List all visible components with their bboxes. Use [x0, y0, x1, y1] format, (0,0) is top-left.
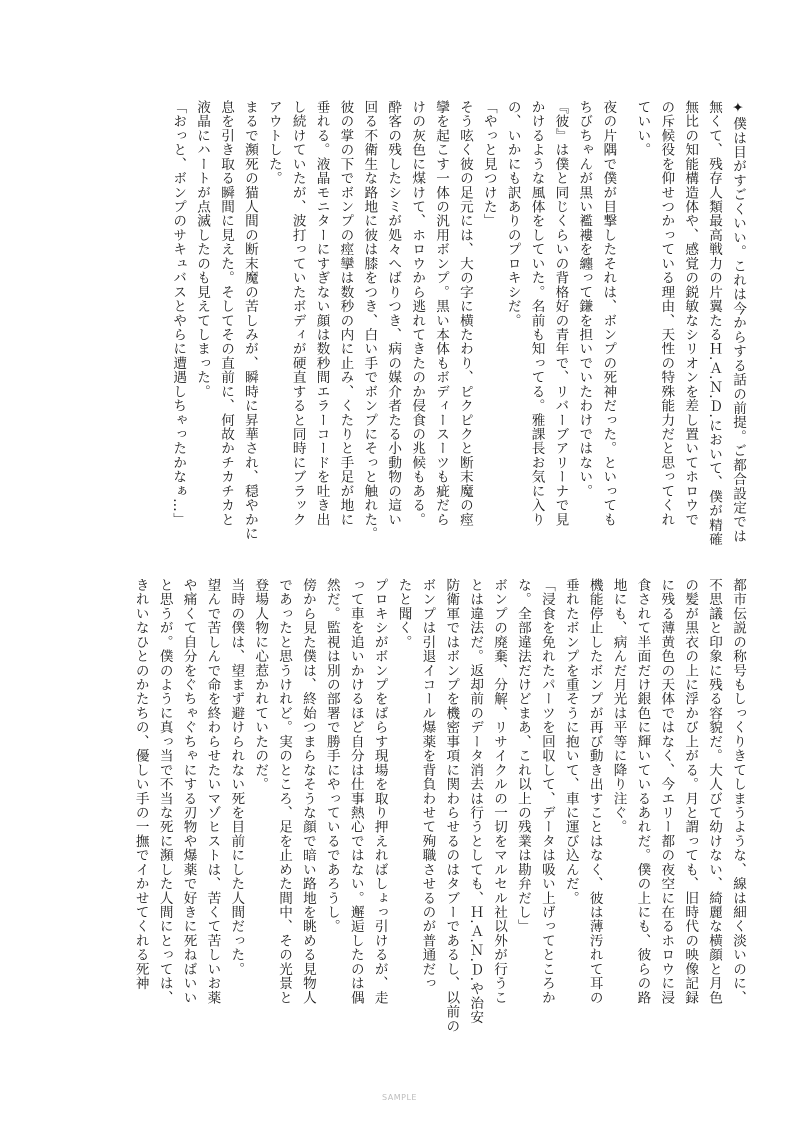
lower-text-column: 当時の僕は、望まず避けられない死を目前にした人間だった。	[228, 578, 245, 977]
lower-text-column: 望んで苦しんで命を終わらせたいマゾヒストは、苦くて苦しいお薬	[204, 578, 221, 1005]
upper-text-column: 『彼』は僕と同じくらいの背格好の青年で、リバーブアリーナで見	[552, 100, 569, 527]
upper-text-column: けの灰色に煤けて、ホロウから逃れてきたのか侵食の兆候もある。	[409, 100, 426, 527]
upper-text-column: の斥候役を仰せつかっている理由、天性の特殊能力だと思ってくれ	[658, 100, 675, 527]
lower-text-column: や痛くて自分をぐちゃぐちゃにする刃物や爆薬で好きに死ねばいい	[180, 578, 197, 1005]
lower-text-column: 食されて半面だけ銀色に輝いているあれだ。僕の上にも、彼らの路	[634, 578, 651, 1005]
lower-text-column: たと聞く。	[395, 578, 412, 650]
lower-text-column: 機能停止したボンプが再び動き出すことはなく、彼は薄汚れて耳の	[586, 578, 603, 1005]
upper-text-column: 彼の掌の下でボンプの痙攣は数秒の内に止み、くたりと手足が地に	[337, 100, 354, 527]
upper-text-column: ✦僕は目がすごくいい。これは今からする話の前提。ご都合設定では	[730, 100, 746, 544]
sample-watermark: SAMPLE	[382, 1093, 417, 1102]
lower-text-column: 地にも、病んだ月光は平等に降り注ぐ。	[610, 578, 627, 834]
lower-text-column: 都市伝説の称号もしっくりきてしまうような、線は細く淡いのに、	[730, 578, 746, 1005]
upper-text-column: 回る不衛生な路地に彼は膝をつき、白い手でボンプにそっと触れた。	[361, 100, 378, 541]
upper-text-column: 無比の知能構造体や、感覚の鋭敏なシリオンを差し置いてホロウで	[682, 100, 699, 527]
lower-text-column: な。全部違法だけどまあ、これ以上の残業は勘弁だし」	[514, 578, 531, 934]
lower-text-column: きれいなひとのかたちの、優しい手の一撫でイかせてくれる死神	[132, 578, 149, 991]
upper-text-column: まるで瀕死の猫人間の断末魔の苦しみが、瞬時に昇華され、穏やかに	[241, 100, 258, 541]
upper-text-column: し続けていたが、波打っていたボディが硬直すると同時にブラック	[289, 100, 306, 527]
upper-text-column: 息を引き取る瞬間に見えた。そしてその直前に、何故かチカチカと	[218, 100, 234, 527]
lower-text-column: 「浸食を免れたパーツを回収して、データは吸い上げってところか	[538, 578, 555, 1005]
upper-text-column: 無くて、残存人類最高戦力の片翼たるＨ.Ａ.Ｎ.Ｄ.において、僕が精確	[706, 100, 723, 547]
lower-text-column: と思うが。僕のように真っ当で不当な死に瀕した人間にとっては、	[156, 578, 173, 1005]
lower-text-column: 垂れたボンプを重そうに抱いて、車に運び込んだ。	[562, 578, 579, 906]
lower-text-column: の髪が黒衣の上に浮かび上がる。月と謂っても、旧時代の映像記録	[682, 578, 699, 1005]
upper-text-column: 垂れる。液晶モニターにすぎない顔は数秒間エラーコードを吐き出	[313, 100, 330, 527]
lower-text-column: とは違法だ。返却前のデータ消去は行うとしても、Ｈ.Ａ.Ｎ.Ｄ.や治安	[467, 578, 484, 1025]
lower-text-column: 然だ。監視は別の部署で勝手にやっているであろうし。	[323, 578, 340, 934]
lower-text-column: ボンプの廃棄、分解、リサイクルの一切をマルセル社以外が行うこ	[491, 578, 508, 1005]
lower-text-column: 防衛軍ではボンプを機密事項に関わらせるのはタブーであるし、以前の	[443, 578, 460, 1034]
lower-text-column: 登場人物に心惹かれていたのだ。	[252, 578, 269, 792]
upper-text-column: 液晶にハートが点滅したのも見えてしまった。	[194, 100, 211, 399]
lower-text-column: 不思議と印象に残る容貌だ。大人びて幼けない、綺麗な横顔と月色	[706, 578, 723, 1005]
upper-text-column: ていい。	[634, 100, 651, 157]
lower-text-column: プロキシがボンプをばらす現場を取り押えればしょっ引けるが、走	[371, 578, 388, 1005]
upper-text-block	[160, 100, 744, 550]
upper-text-column: 「おっと、ボンプのサキュバスとやらに遭遇しちゃったかなぁ…」	[170, 100, 187, 527]
upper-text-column: ちびちゃんが黒い襤褸を纏って鎌を担いでいたわけではない。	[576, 100, 593, 499]
lower-text-column: ボンプは引退イコール爆薬を背負わせて殉職させるのが普通だっ	[419, 578, 436, 991]
upper-text-column: そう呟く彼の足元には、大の字に横たわり、ピクピクと断末魔の痙	[456, 100, 473, 527]
lower-text-column: って車を追いかけるほど自分は仕事熱心ではない。邂逅したのは偶	[347, 578, 364, 1005]
lower-text-column: 傍から見た僕は、終始つまらなそうな顔で暗い路地を眺める見物人	[299, 578, 316, 1005]
lower-text-column: に残る薄黄色の天体ではなく、今エリー都の夜空に在るホロウに浸	[658, 578, 675, 1005]
lower-text-block	[123, 578, 746, 1034]
upper-text-column: の、いかにも訳ありのプロキシだ。	[504, 100, 521, 328]
upper-text-column: アウトした。	[265, 100, 282, 186]
lower-text-column: であったと思うけれど。実のところ、足を止めた間中、その光景と	[276, 578, 293, 1005]
upper-text-column: 夜の片隅で僕が目撃したそれは、ボンプの死神だった。といっても	[600, 100, 617, 527]
upper-text-column: かけるような風体をしていた。名前も知ってる。雅課長お気に入り	[528, 100, 545, 527]
upper-text-column: 「やっと見つけた」	[480, 100, 497, 228]
upper-text-column: 攣を起こす一体の汎用ボンプ。黒い本体もボディースーツも疵だら	[433, 100, 450, 527]
upper-text-column: 酔客の残したシミが処々へばりつき、病の媒介者たる小動物の這い	[385, 100, 402, 527]
